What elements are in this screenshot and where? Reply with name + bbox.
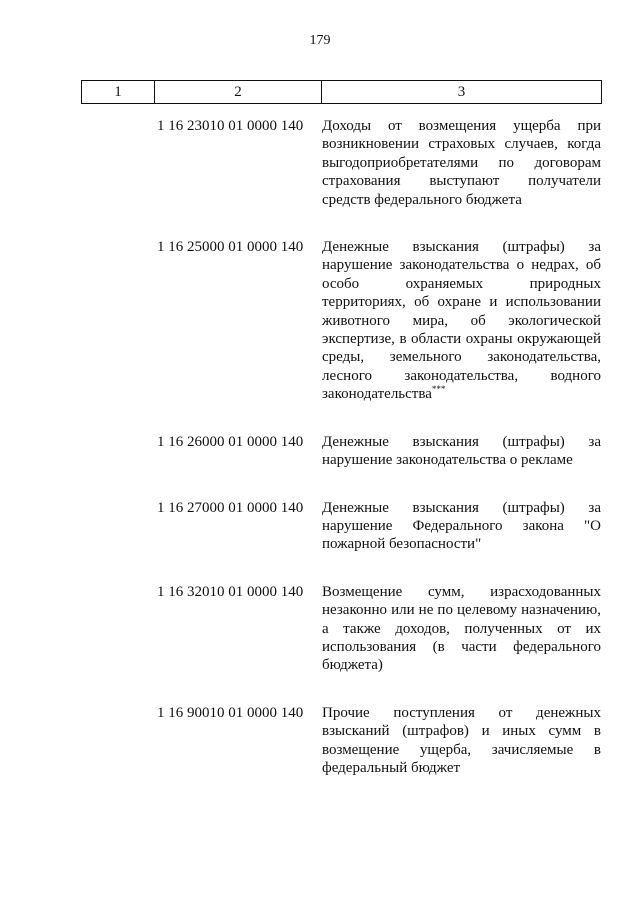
entry-description-text: Прочие поступления от денежных взысканий (штрафов) и иных сумм в возмещение ущерба, зачисляемые в федеральный бюджет (322, 704, 601, 776)
entry-description (322, 238, 601, 404)
entry-code: 1 16 90010 01 0000 140 (157, 704, 304, 721)
entry-row (0, 583, 640, 675)
entry-code: 1 16 23010 01 0000 140 (157, 118, 304, 134)
entry-row (0, 117, 640, 209)
entries-list (0, 117, 640, 806)
entry-row (0, 238, 640, 404)
column-header-2: 2 (155, 81, 322, 104)
page-number: 179 (309, 33, 331, 48)
entry-description-text: Денежные взыскания (штрафы) за нарушение Федерального закона "О пожарной безопасности" (322, 499, 601, 553)
entry-description-text: Денежные взыскания (штрафы) за нарушение законодательства о рекламе (322, 433, 601, 469)
entry-row (0, 704, 640, 778)
entry-description-text: Доходы от возмещения ущерба при возникновении страховых случаев, когда выгодоприобретателями по договорам страхования выступают получатели средств федерального бюджета (322, 118, 601, 208)
entry-footnote-mark: *** (431, 384, 446, 395)
entry-row (0, 433, 640, 470)
column-header-3: 3 (322, 81, 602, 104)
entry-row (0, 499, 640, 554)
column-header-row (82, 81, 602, 104)
entry-description-text: Денежные взыскания (штрафы) за нарушение законодательства о недрах, об особо охраняемых природных территориях, об охране и использовании животного мира, об экологической экспертизе, в области охраны окружающей среды, земельного законодательства, лесного законодательства, водного законодательства (322, 239, 601, 403)
column-header-1: 1 (82, 81, 155, 104)
entry-code: 1 16 26000 01 0000 140 (157, 433, 304, 450)
entry-code: 1 16 27000 01 0000 140 (157, 499, 304, 516)
entry-description (322, 117, 601, 209)
column-header-table (81, 80, 602, 104)
entry-code: 1 16 32010 01 0000 140 (157, 583, 304, 600)
entry-description (322, 583, 601, 675)
entry-description (322, 499, 601, 554)
entry-code: 1 16 25000 01 0000 140 (157, 239, 304, 256)
entry-description (322, 433, 601, 470)
entry-description (322, 704, 601, 778)
entry-description-text: Возмещение сумм, израсходованных незаконно или не по целевому назначению, а также доходов, полученных от их использования (в части федерального бюджета) (322, 583, 601, 674)
